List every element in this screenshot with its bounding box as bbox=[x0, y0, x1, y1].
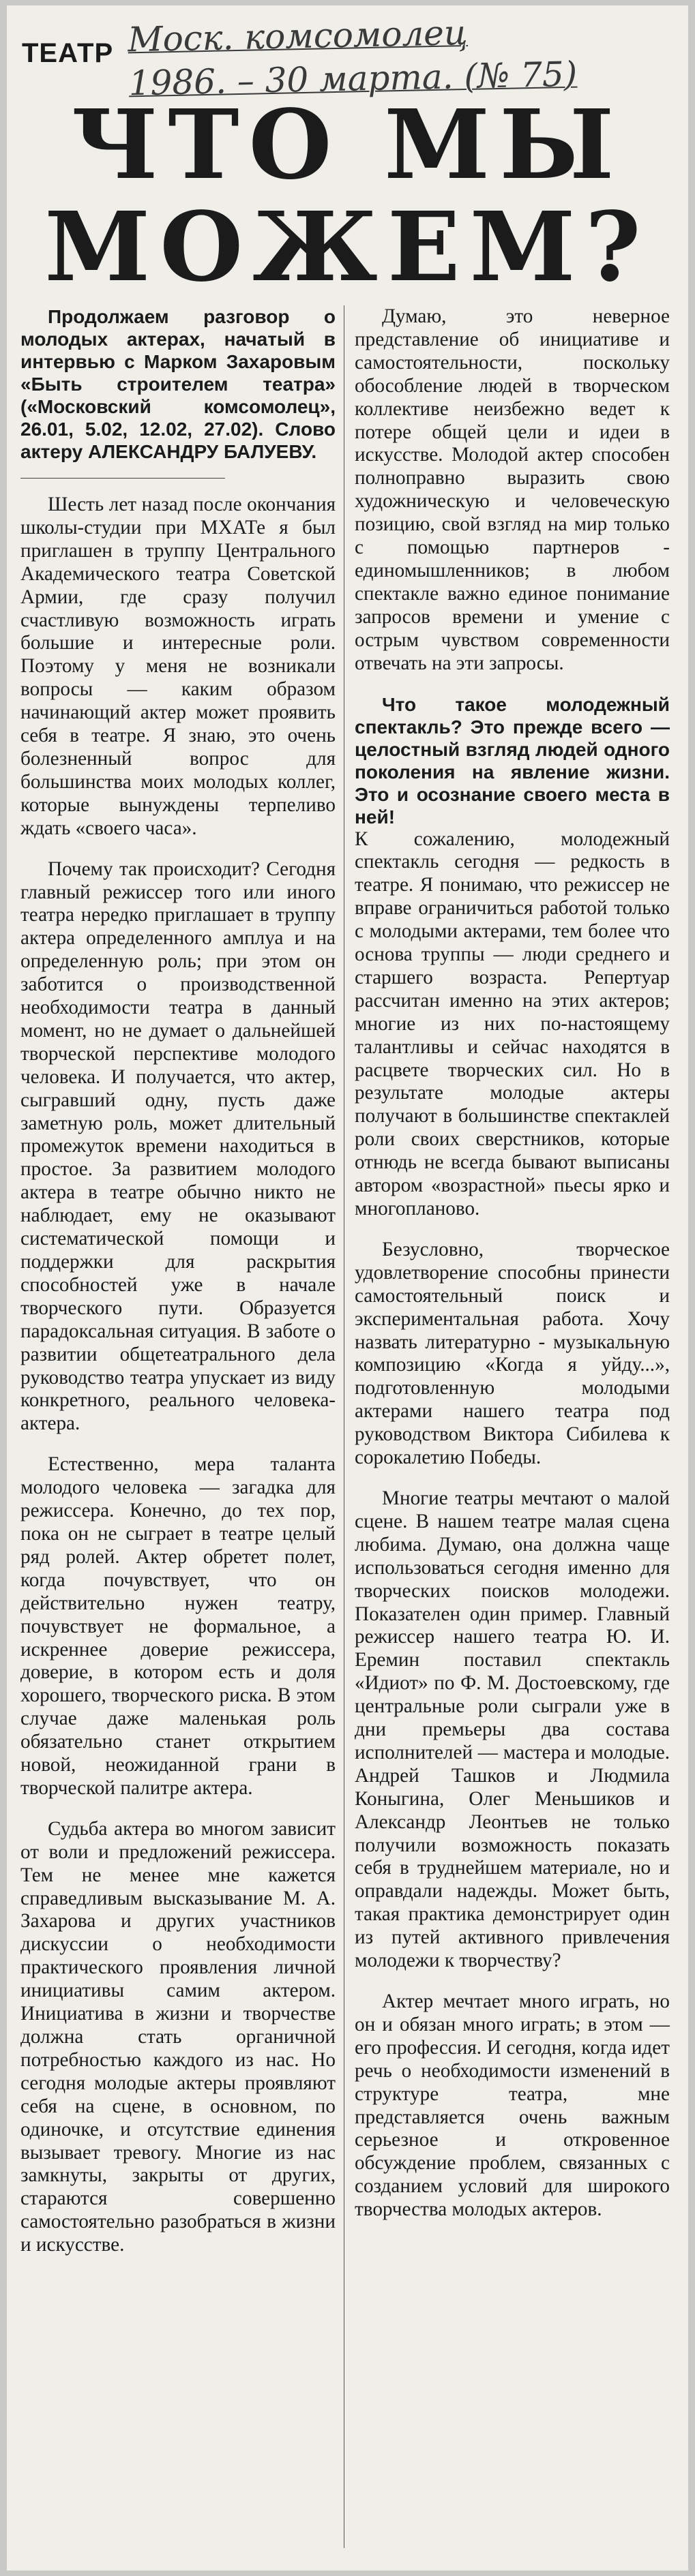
article-paragraph: Думаю, это неверное представление об инициативе и самостоятельности, поскольку обособление людей в творческом коллективе неизбежно ведет к потере общей цели и идеи в искусстве. Молодой актер способен полноправно выразить свою художническую и человеческую позицию, свой взгляд на мир только с помощью партнеров - единомышленников; в любом спектакле важно единое понимание запросов времени и умение с острым чувством современности отвечать на эти запросы. bbox=[355, 305, 670, 674]
headline-line-2: МОЖЕМ? bbox=[44, 192, 651, 303]
lead-separator bbox=[20, 478, 225, 479]
article-paragraph: К сожалению, молодежный спектакль сегодня — редкость в театре. Я понимаю, что режиссер не вправе ограничиться работой только с молодыми актерами, тем более что основа труппы — люди среднего и старшего возраста. Репертуар рассчитан именно на этих актеров; многие из них по-настоящему талантливы и сейчас находятся в расцвете творческих сил. Но в результате молодые актеры получают в большинстве спектаклей роли своих сверстников, которые отнюдь не всегда бывают выписаны автором «возрастной» пьесы ярко и многопланово. bbox=[355, 828, 670, 1219]
handwritten-publication: Моск. комсомолец bbox=[127, 12, 469, 60]
newspaper-clipping bbox=[7, 5, 688, 2571]
left-column bbox=[20, 305, 336, 2257]
headline bbox=[7, 89, 688, 303]
right-column bbox=[355, 305, 670, 2222]
handwritten-date: 1986. – 30 марта. (№ 75) bbox=[128, 54, 578, 104]
section-rubric: ТЕАТР bbox=[22, 38, 114, 68]
lead-byline: АЛЕКСАНДРУ БАЛУЕВУ. bbox=[87, 441, 317, 462]
article-paragraph: Актер мечтает много играть, но он и обязан много играть; в этом — его профессия. И сегодня, когда идет речь о необходимости изменений в структуре театра, мне представляется очень важным серьезное и откровенное обсуждение проблем, связанных с созданием условий для широкого творчества молодых актеров. bbox=[355, 1990, 670, 2221]
article-paragraph: Судьба актера во многом зависит от воли и предложений режиссера. Тем не менее мне кажется справедливым высказывание М. А. Захарова и других участников дискуссии о необходимости практического проявления личной инициативы самим актером. Инициатива в жизни и творчестве должна стать органичной потребностью каждого из нас. Но сегодня молодые актеры проявляют себя на сцене, в основном, по одиночке, и отсутствие единения вызывает тревогу. Многие из нас замкнуты, закрыты от других, стараются совершенно самостоятельно разобраться в жизни и искусстве. bbox=[20, 1817, 336, 2256]
headline-line-1: ЧТО МЫ bbox=[71, 89, 624, 201]
lead-paragraph bbox=[20, 305, 336, 463]
article-paragraph: Безусловно, творческое удовлетворение способны принести самостоятельный поиск и экспериментальная работа. Хочу назвать литературно - музыкальную композицию «Когда я уйду...», подготовленную молодыми актерами нашего театра под руководством Виктора Сибилева к сорокалетию Победы. bbox=[355, 1238, 670, 1469]
article-paragraph: Многие театры мечтают о малой сцене. В нашем театре малая сцена любима. Думаю, она должна чаще использоваться сегодня именно для творческих поисков молодежи. Показателен один пример. Главный режиссер нашего театра Ю. И. Еремин поставил спектакль «Идиот» по Ф. М. Достоевскому, где центральные роли сыграли уже в дни премьеры два состава исполнителей — мастера и молодые. Андрей Ташков и Людмила Коныгина, Олег Меньшиков и Александр Леонтьев не только получили возможность показать себя в труднейшем материале, но и оправдали надежды. Может быть, такая практика демонстрирует один из путей активного привлечения молодежи к творчеству? bbox=[355, 1487, 670, 1972]
article-paragraph: Естественно, мера таланта молодого человека — загадка для режиссера. Конечно, до тех пор, пока он не сыграет в театре целый ряд ролей. Актер обретет полет, когда почувствует, что он действительно нужен театру, почувствует не формальное, а искреннее доверие режиссера, доверие, в котором есть и доля хорошего, творческого риска. В этом случае даже маленькая роль обязательно станет открытием новой, неожиданной грани в творческой палитре актера. bbox=[20, 1453, 336, 1799]
article-paragraph: Почему так происходит? Сегодня главный режиссер того или иного театра нередко приглашает в труппу актера определенного амплуа и на определенную роль; при этом он заботится о производственной необходимости театра в данный момент, но не думает о дальнейшей творческой перспективе молодого человека. И получается, что актер, сыгравший одну, пусть даже заметную роль, может длительный промежуток времени находиться в простое. За развитием молодого актера в театре обычно никто не наблюдает, ему не оказывают систематической помощи и поддержки для раскрытия способностей уже в начале творческого пути. Образуется парадоксальная ситуация. В заботе о развитии общетеатрального дела руководство театра упускает из виду конкретного, реального человека-актера. bbox=[20, 858, 336, 1435]
article-paragraph: Шесть лет назад после окончания школы-студии при МХАТе я был приглашен в труппу Центрального Академического театра Советской Армии, где сразу получил счастливую возможность играть большие и интересные роли. Поэтому у меня не возникали вопросы — каким образом начинающий актер может проявить себя в театре. Я знаю, это очень болезненный вопрос для большинства моих молодых коллег, которые вынуждены терпеливо ждать «своего часа». bbox=[20, 494, 336, 839]
highlighted-question: Что такое молодежный спектакль? Это прежде всего — целостный взгляд людей одного поколения на явление жизни. Это и осознание своего места в ней! bbox=[355, 693, 670, 828]
lead-text: Продолжаем разговор о молодых актерах, начатый в интервью с Марком Захаровым «Быть строителем театра» («Московский комсомолец», 26.01, 5.02, 12.02, 27.02). Слово актеру bbox=[20, 306, 336, 462]
